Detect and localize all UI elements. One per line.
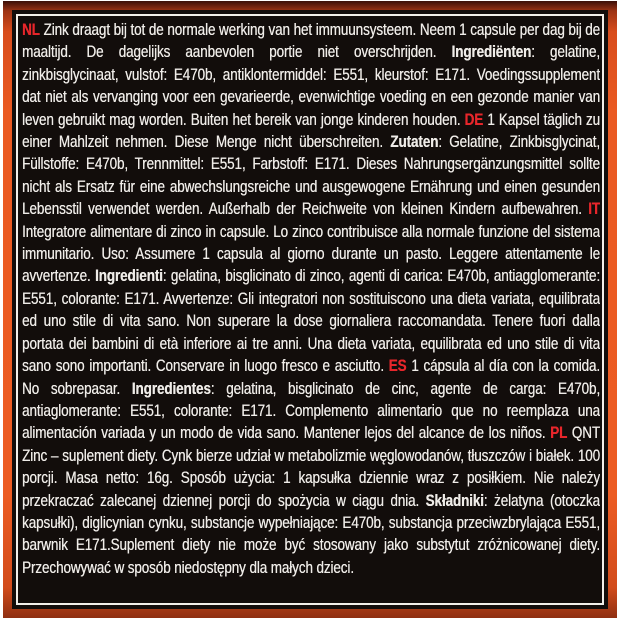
label-panel xyxy=(12,10,608,609)
label-run: : żelatyna (otoczka kapsułki), diglicynian cynku, substancje wypełniające: E470b, substancja przeciwzbrylająca E551, barwnik E171.Suplement diety nie może być stosowany jako substytut zróżnicowanej diety. Przechowywać w sposób niedostępny dla małych dzieci. xyxy=(22,490,600,577)
label-run: Integratore alimentare di zinco in capsule. Lo zinco contribuisce alla normale funzione del sistema immunitario. Uso: Assumere 1 capsula al giorno durante un pasto. Leggere attentamente le avvertenze. xyxy=(22,221,600,286)
lang-code-it: IT xyxy=(588,199,600,219)
label-run: : gelatine, zinkbisglycinaat, vulstof: E470b, antiklontermiddel: E551, kleurstof: E171. Voedingssupplement dat niet als vervanging voor een gevarieerde, evenwichtige voeding en een gezonde manier van leven gebruikt mag worden. Buiten het bereik van jonge kinderen houden. xyxy=(22,42,600,129)
label-run: : Gelatine, Zinkbisglycinat, Füllstoffe: E470b, Trennmittel: E551, Farbstoff: E171. Dieses Nahrungsergänzungsmittel sollte nicht als Ersatz für eine abwechslungsreiche und ausgewogene Ernährung und einen gesunden Lebensstil verwendet werden. Außerhalb der Reichweite von kleinen Kindern aufbewahren. xyxy=(22,132,600,219)
lang-code-nl: NL xyxy=(22,20,40,39)
label-run: : gelatina, bisglicinato de cinc, agente de carga: E470b, antiaglomerante: E551, colorante: E171. Complemento alimentario que no reemplaza una alimentación variada y un modo de vida sano. Mantener lejos del alcance de los niños. xyxy=(22,378,600,443)
label-run: : gelatina, bisglicinato di zinco, agenti di carica: E470b, antiagglomerante: E551, colorante: E171. Avvertenze: Gli integratori non sostituiscono una dieta variata, equilibrata ed uno stile di vita sano. Non superare la dose giornaliera raccomandata. Tenere fuori dalla portata dei bambini di età inferiore ai tre anni. Una dieta variata, equilibrata ed uno stile di vita sano sono importanti. Conservare in luogo fresco e asciutto. xyxy=(22,266,600,376)
label-run: Ingredienti xyxy=(94,266,163,286)
label-text xyxy=(22,19,600,579)
label-run: 1 cápsula al día con la comida. No sobrepasar. xyxy=(22,356,600,398)
label-orange-border xyxy=(3,1,617,618)
lang-code-es: ES xyxy=(388,356,407,376)
label-run: Ingrediënten xyxy=(451,42,532,62)
label-run: Zink draagt bij tot de normale werking van het immuunsysteem. Neem 1 capsule per dag bij de maaltijd. De dagelijks aanbevolen portie niet overschrijden. xyxy=(22,20,600,62)
label-text-area xyxy=(22,19,600,600)
lang-code-de: DE xyxy=(464,109,484,129)
label-run: 1 Kapsel täglich zu einer Mahlzeit nehmen. Diese Menge nicht überschreiten. xyxy=(22,109,600,152)
label-run: Zutaten xyxy=(390,132,439,152)
label-run: Składniki xyxy=(425,490,484,510)
label-run: QNT Zinc – suplement diety. Cynk bierze udział w metabolizmie węglowodanów, tłuszczów i białek. 100 porcji. Masa netto: 16g. Sposób użycia: 1 kapsułka dziennie wraz z posiłkiem. Nie należy przekraczać zalecanej dziennej porcji do spożycia w ciągu dnia. xyxy=(22,423,600,510)
lang-code-pl: PL xyxy=(550,423,568,443)
label-run: Ingredientes xyxy=(131,378,211,398)
